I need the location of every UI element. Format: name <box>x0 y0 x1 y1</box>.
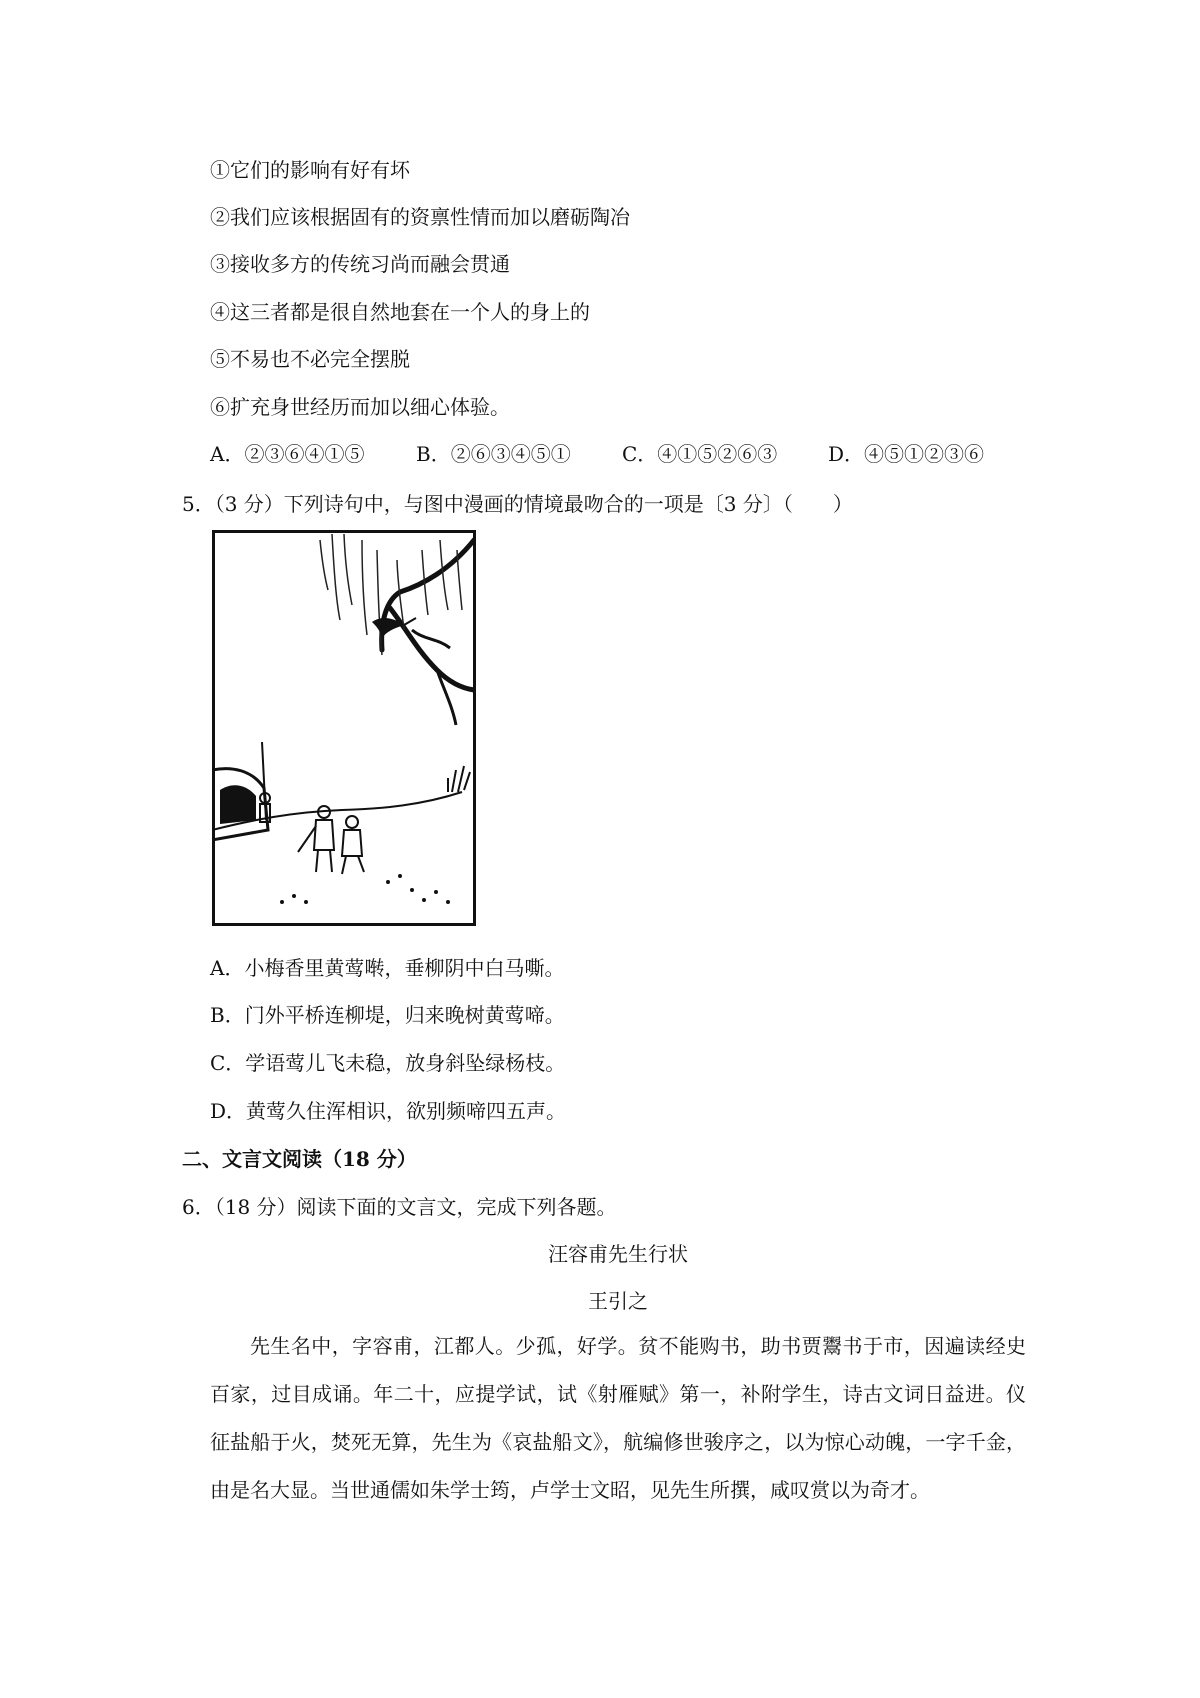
cartoon-illustration <box>212 530 476 926</box>
q5-option-c[interactable]: C．学语莺儿飞未稳，放身斜坠绿杨枝。 <box>210 1051 566 1075</box>
q4-item-5: ⑤不易也不必完全摆脱 <box>210 347 410 371</box>
q4-choice-b[interactable]: B．②⑥③④⑤① <box>416 442 571 466</box>
section-2-title: 二、文言文阅读（18 分） <box>182 1147 417 1171</box>
q4-item-3: ③接收多方的传统习尚而融会贯通 <box>210 252 510 276</box>
q4-item-4: ④这三者都是很自然地套在一个人的身上的 <box>210 300 590 324</box>
article-author: 王引之 <box>588 1289 648 1313</box>
q4-item-1: ①它们的影响有好有坏 <box>210 158 410 182</box>
article-title: 汪容甫先生行状 <box>548 1242 688 1266</box>
q4-item-2: ②我们应该根据固有的资禀性情而加以磨砺陶冶 <box>210 205 630 229</box>
q5-option-d[interactable]: D．黄莺久住浑相识，欲别频啼四五声。 <box>210 1099 567 1123</box>
q4-item-6: ⑥扩充身世经历而加以细心体验。 <box>210 395 510 419</box>
q5-option-a[interactable]: A．小梅香里黄莺啭，垂柳阴中白马嘶。 <box>210 956 565 980</box>
article-paragraph-1: 先生名中，字容甫，江都人。少孤，好学。贫不能购书，助书贾鬻书于市，因遍读经史百家，过目成诵。年二十，应提学试，试《射雁赋》第一，补附学生，诗古文词日益进。仪征盐船于火，焚死无算，先生为《哀盐船文》，航编修世骏序之，以为惊心动魄，一字千金，由是名大显。当世通儒如朱学士筠，卢学士文昭，见先生所撰，咸叹赏以为奇才。 <box>210 1334 1026 1502</box>
q4-choice-d[interactable]: D．④⑤①②③⑥ <box>828 442 985 466</box>
q6-stem: 6．（18 分）阅读下面的文言文，完成下列各题。 <box>182 1195 617 1219</box>
q4-choice-c[interactable]: C．④①⑤②⑥③ <box>622 442 778 466</box>
q4-choices <box>210 440 984 468</box>
q5-option-b[interactable]: B．门外平桥连柳堤，归来晚树黄莺啼。 <box>210 1003 565 1027</box>
q4-choice-a[interactable]: A．②③⑥④①⑤ <box>210 442 365 466</box>
q5-stem: 5．（3 分）下列诗句中，与图中漫画的情境最吻合的一项是〔3 分〕（ ） <box>182 492 853 516</box>
